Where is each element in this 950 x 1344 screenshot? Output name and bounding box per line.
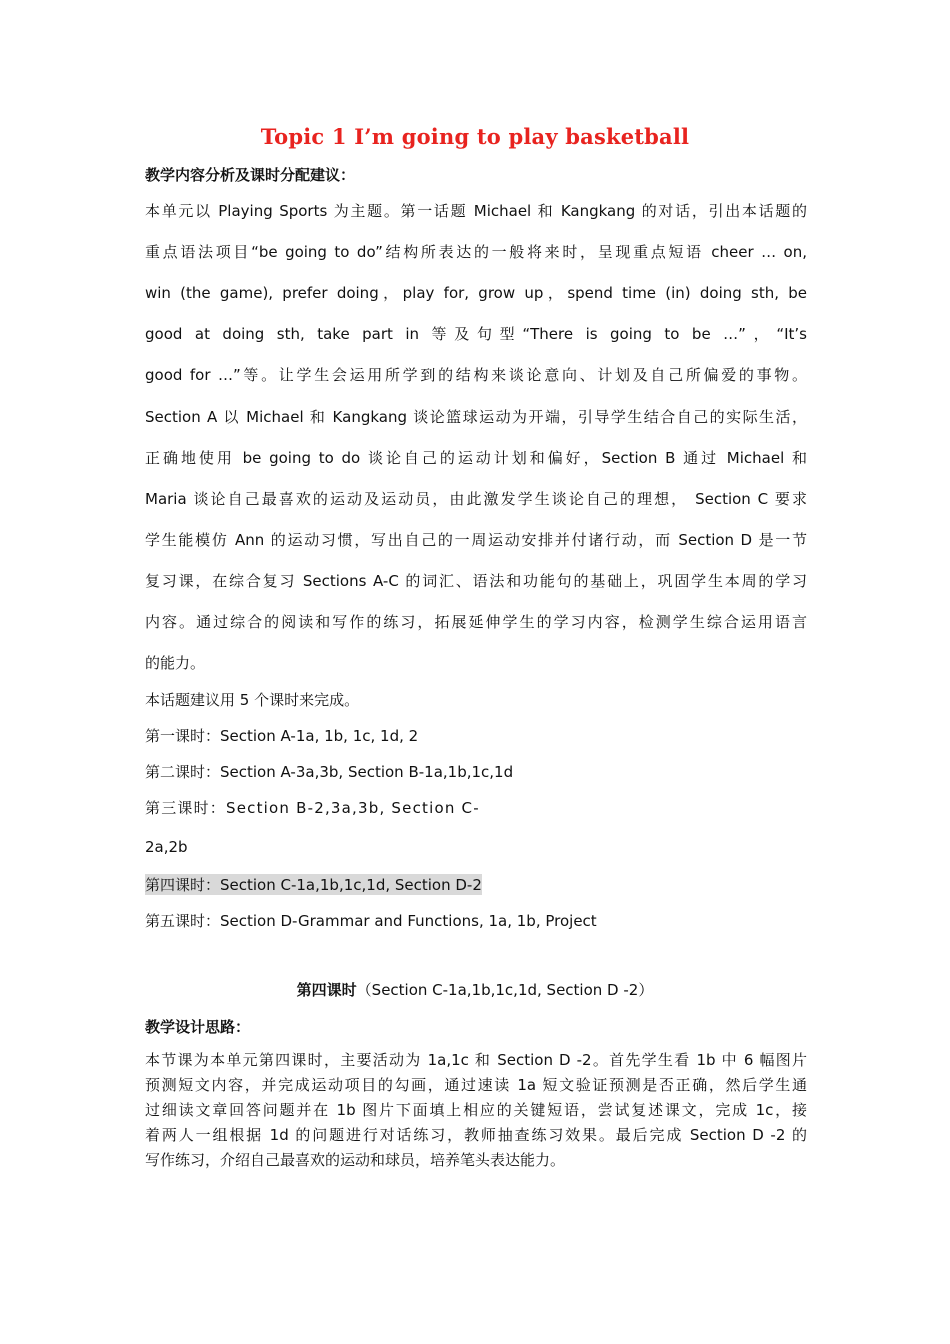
intro-line: 的能力。 (145, 654, 206, 672)
lesson-plan-item: 第三课时：Section B-2,3a,3b, Section C- (145, 799, 480, 817)
intro-line: 内容。通过综合的阅读和写作的练习，拓展延伸学生的学习内容，检测学生综合运用语言 (145, 613, 807, 631)
design-line: 本节课为本单元第四课时，主要活动为 1a,1c 和 Section D -2。首先学生看 1b 中 6 幅图片 (145, 1051, 807, 1069)
lesson-plan-item-highlighted: 第四课时：Section C-1a,1b,1c,1d, Section D-2 (145, 876, 482, 894)
design-heading: 教学设计思路： (145, 1018, 251, 1036)
intro-line: 复习课，在综合复习 Sections A-C 的词汇、语法和功能句的基础上，巩固学生本周的学习 (145, 572, 807, 590)
intro-line: win (the game), prefer doing，play for, grow up，spend time (in) doing sth, be (145, 284, 807, 302)
intro-line: 重点语法项目“be going to do”结构所表达的一般将来时，呈现重点短语 cheer … on, (145, 243, 807, 261)
lesson-plan-item: 第二课时：Section A-3a,3b, Section B-1a,1b,1c,1d (145, 763, 514, 781)
lesson-suggestion: 本话题建议用 5 个课时来完成。 (145, 691, 360, 709)
intro-line: 正确地使用 be going to do 谈论自己的运动计划和偏好，Section B 通过 Michael 和 (145, 449, 807, 467)
design-line: 过细读文章回答问题并在 1b 图片下面填上相应的关键短语，尝试复述课文，完成 1c，接 (145, 1101, 807, 1119)
intro-line: Maria 谈论自己最喜欢的运动及运动员，由此激发学生谈论自己的理想， Section C 要求 (145, 490, 807, 508)
lesson4-heading-bold: 第四课时 (296, 981, 357, 999)
lesson-plan-item: 第五课时：Section D-Grammar and Functions, 1a, 1b, Project (145, 912, 597, 930)
intro-line: 学生能模仿 Ann 的运动习惯，写出自己的一周运动安排并付诸行动，而 Section D 是一节 (145, 531, 807, 549)
lesson4-heading (0, 979, 950, 1000)
lesson4-heading-sections: （Section C-1a,1b,1c,1d, Section D -2） (356, 981, 654, 999)
design-line: 预测短文内容，并完成运动项目的勾画，通过速读 1a 短文验证预测是否正确，然后学生通 (145, 1076, 807, 1094)
analysis-heading: 教学内容分析及课时分配建议： (145, 166, 356, 184)
design-line: 写作练习，介绍自己最喜欢的运动和球员，培养笔头表达能力。 (145, 1151, 566, 1169)
design-line: 着两人一组根据 1d 的问题进行对话练习，教师抽查练习效果。最后完成 Section D -2 的 (145, 1126, 807, 1144)
lesson-plan-item: 2a,2b (145, 838, 188, 856)
page-title: Topic 1 I’m going to play basketball (260, 124, 690, 149)
intro-line: good for …”等。让学生会运用所学到的结构来谈论意向、计划及自己所偏爱的事物。 (145, 366, 807, 384)
lesson-plan-item: 第一课时：Section A-1a, 1b, 1c, 1d, 2 (145, 727, 419, 745)
intro-line: Section A 以 Michael 和 Kangkang 谈论篮球运动为开端，引导学生结合自己的实际生活， (145, 408, 807, 426)
intro-line: 本单元以 Playing Sports 为主题。第一话题 Michael 和 Kangkang 的对话，引出本话题的 (145, 202, 807, 220)
intro-line: good at doing sth, take part in 等及句型“There is going to be …”，“It’s (145, 325, 807, 343)
